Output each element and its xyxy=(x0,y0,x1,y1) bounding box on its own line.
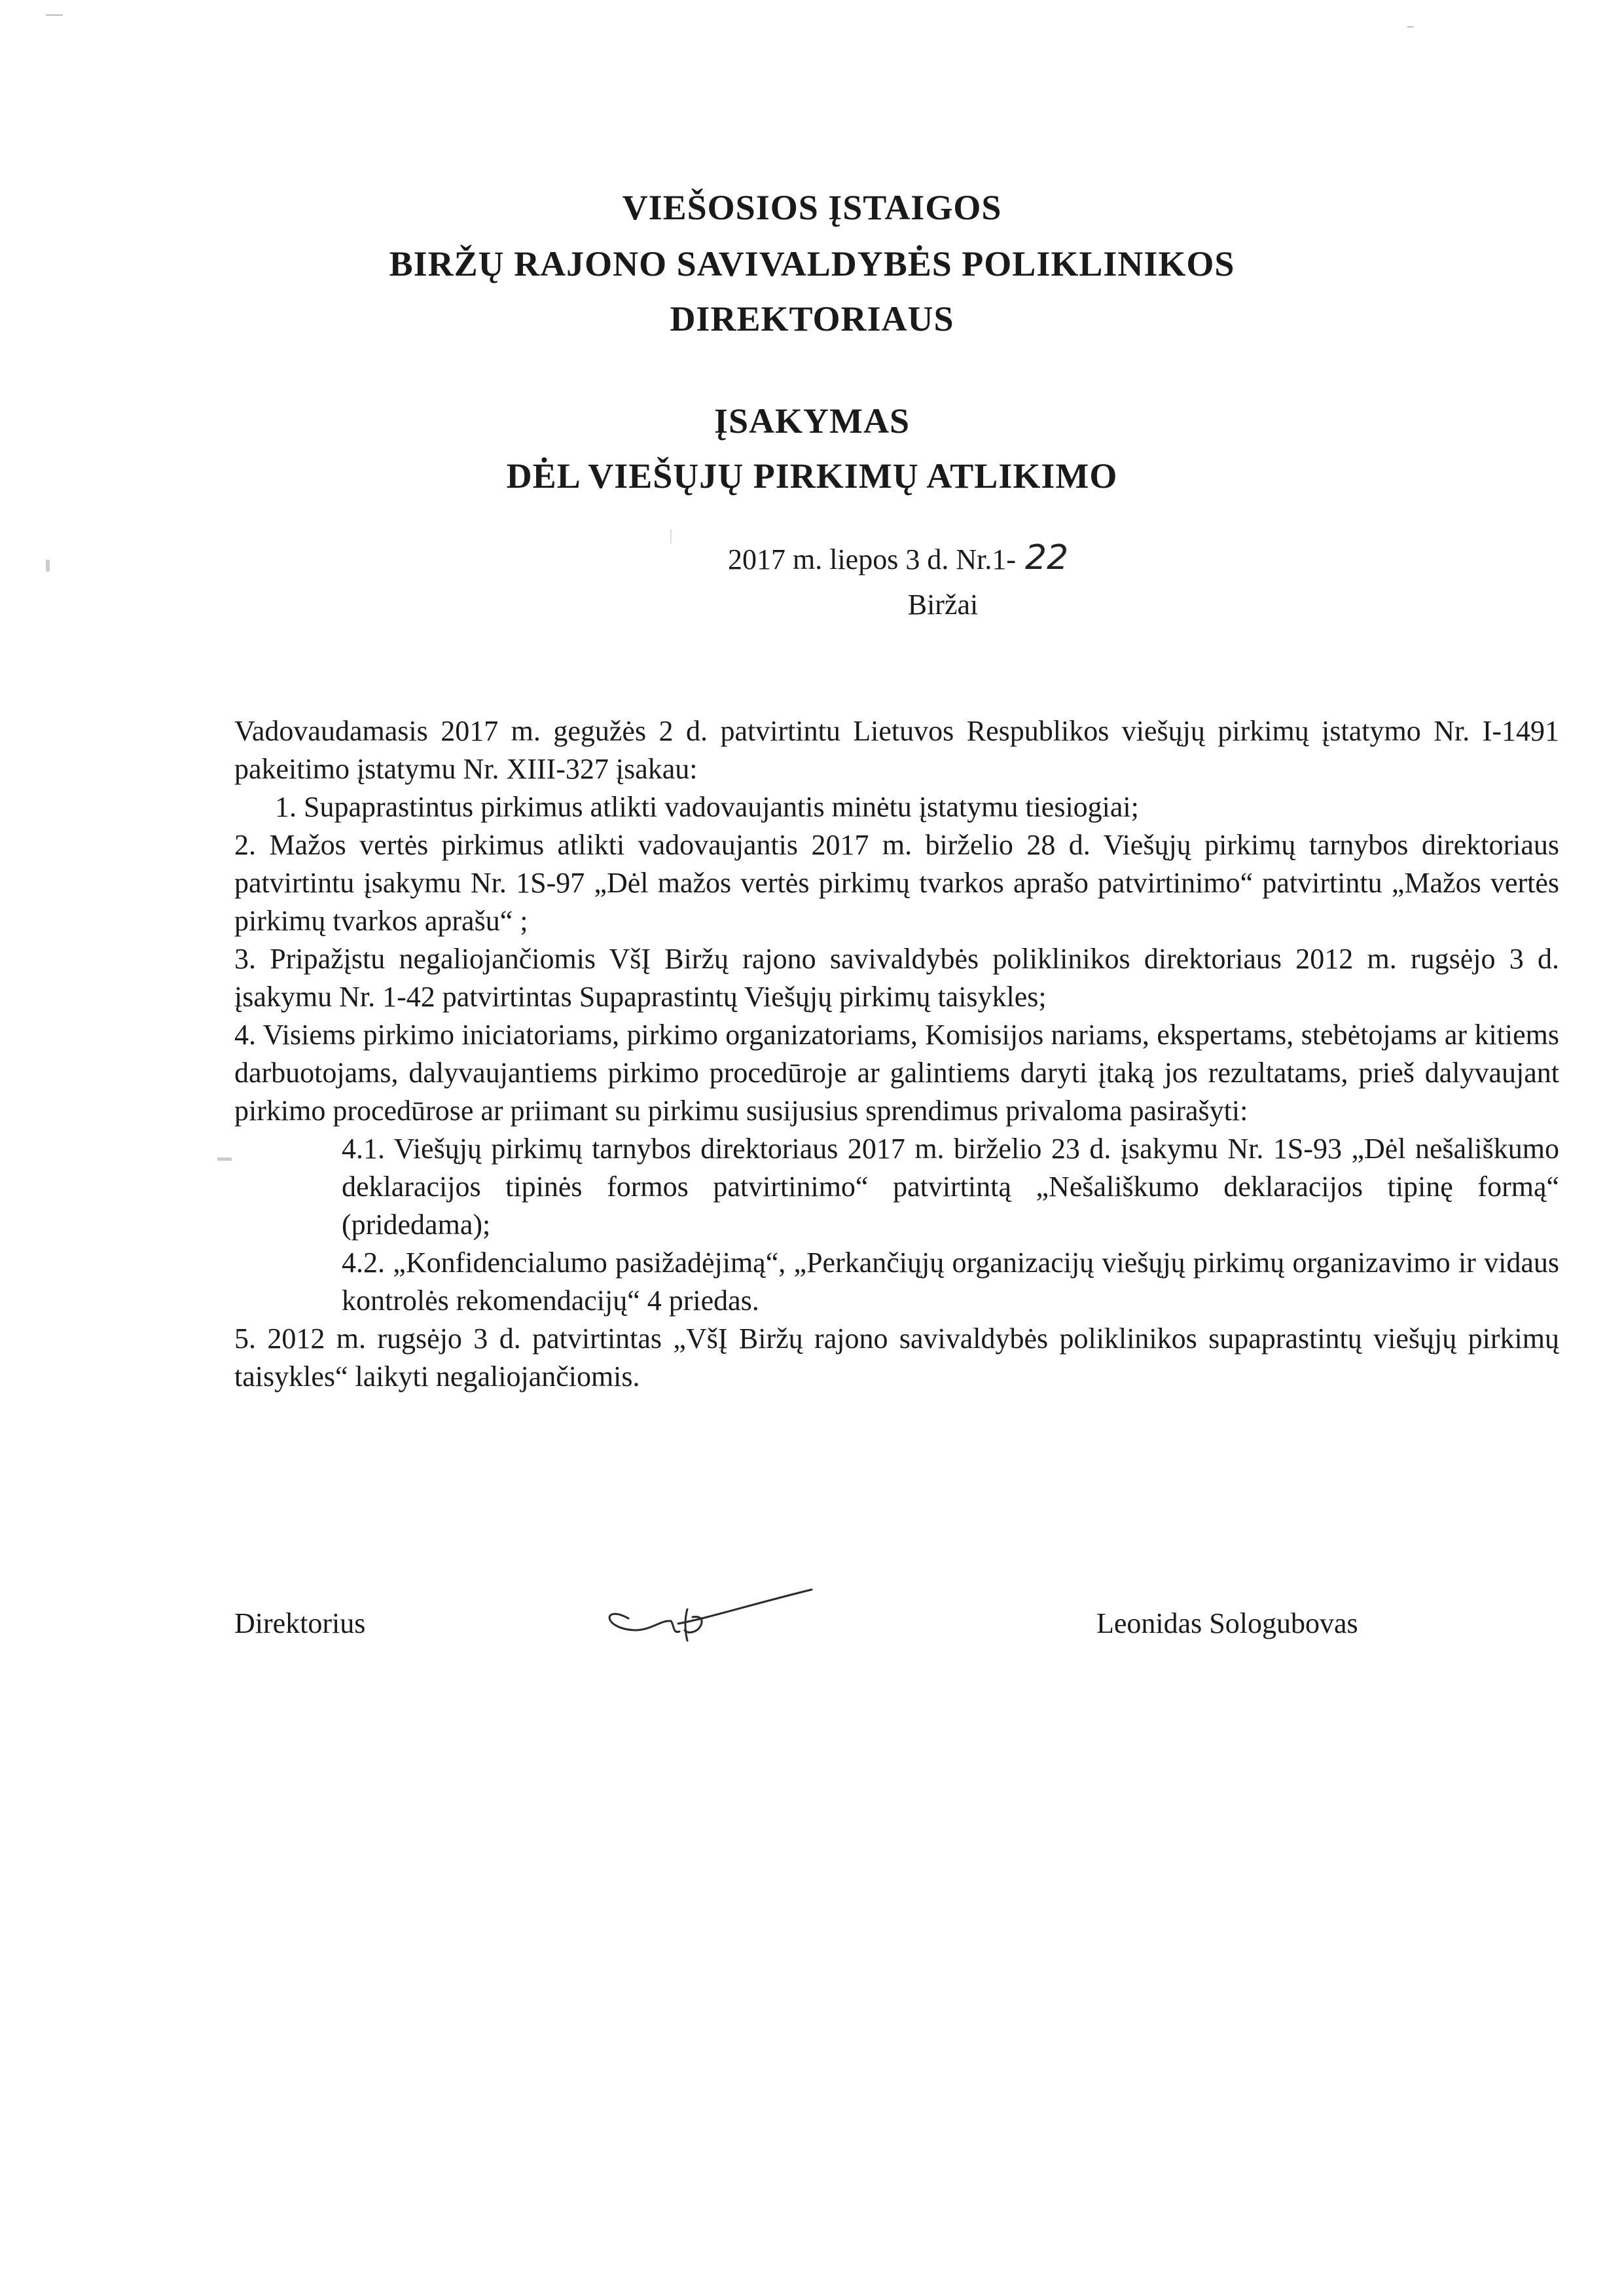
order-item-5: 5. 2012 m. rugsėjo 3 d. patvirtintas „VšĮ Biržų rajono savivaldybės poliklinikos supaprastintų viešųjų pirkimų taisykles“ laikyti negaliojančiomis. xyxy=(234,1322,1559,1393)
order-item-4-1: 4.1. Viešųjų pirkimų tarnybos direktoriaus 2017 m. birželio 23 d. įsakymu Nr. 1S-93 „Dėl nešališkumo deklaracijos tipinės formos patvirtinimo“ patvirtintą „Nešališkumo deklaracijos tipinę formą“ (pridedama); xyxy=(342,1133,1559,1241)
order-item-1: 1. Supaprastintus pirkimus atlikti vadovaujantis minėtu įstatymu tiesiogiai; xyxy=(275,791,1139,823)
document-subject-title: DĖL VIEŠŲJŲ PIRKIMŲ ATLIKIMO xyxy=(506,456,1118,496)
institution-line-3: DIREKTORIAUS xyxy=(670,299,954,338)
scan-speck xyxy=(1407,26,1414,27)
scan-speck xyxy=(670,529,672,543)
scan-speck xyxy=(217,1157,232,1161)
date-and-number xyxy=(728,538,1069,577)
signatory-name: Leonidas Sologubovas xyxy=(1096,1607,1358,1639)
document-type-title: ĮSAKYMAS xyxy=(713,401,911,441)
handwritten-signature xyxy=(589,1578,831,1650)
order-item-4-2: 4.2. „Konfidencialumo pasižadėjimą“, „Perkančiųjų organizacijų viešųjų pirkimų organizavimo ir vidaus kontrolės rekomendacijų“ 4 priedas. xyxy=(342,1247,1559,1317)
scan-speck xyxy=(46,14,63,16)
order-body xyxy=(234,712,1559,1396)
order-item-2: 2. Mažos vertės pirkimus atlikti vadovaujantis 2017 m. birželio 28 d. Viešųjų pirkimų tarnybos direktoriaus patvirtintu įsakymu Nr. 1S-97 „Dėl mažos vertės pirkimų tvarkos aprašo patvirtinimo“ patvirtintu „Mažos vertės pirkimų tvarkos aprašu“ ; xyxy=(234,829,1559,937)
signatory-role: Direktorius xyxy=(234,1607,366,1639)
institution-line-2: BIRŽŲ RAJONO SAVIVALDYBĖS POLIKLINIKOS xyxy=(389,244,1235,283)
order-item-4: 4. Visiems pirkimo iniciatoriams, pirkimo organizatoriams, Komisijos nariams, ekspertams, stebėtojams ar kitiems darbuotojams, dalyvaujantiems pirkimo procedūroje ar galintiems daryti įtaką jos rezultatams, prieš dalyvaujant pirkimo procedūrose ar priimant su pirkimu susijusius sprendimus privaloma pasirašyti: xyxy=(234,1019,1559,1127)
institution-line-1: VIEŠOSIOS ĮSTAIGOS xyxy=(622,188,1002,227)
intro-paragraph: Vadovaudamasis 2017 m. gegužės 2 d. patvirtintu Lietuvos Respublikos viešųjų pirkimų įstatymo Nr. I-1491 pakeitimo įstatymu Nr. XIII-327 įsakau: xyxy=(234,715,1559,785)
scan-speck xyxy=(46,560,50,572)
order-item-3: 3. Pripažįstu negaliojančiomis VšĮ Biržų rajono savivaldybės poliklinikos direktoriaus 2012 m. rugsėjo 3 d. įsakymu Nr. 1-42 patvirtintas Supaprastintų Viešųjų pirkimų taisykles; xyxy=(234,943,1559,1013)
date-number-text: 2017 m. liepos 3 d. Nr.1- xyxy=(728,543,1016,575)
place-of-issue: Biržai xyxy=(907,589,979,621)
handwritten-order-number: 22 xyxy=(1024,538,1069,577)
